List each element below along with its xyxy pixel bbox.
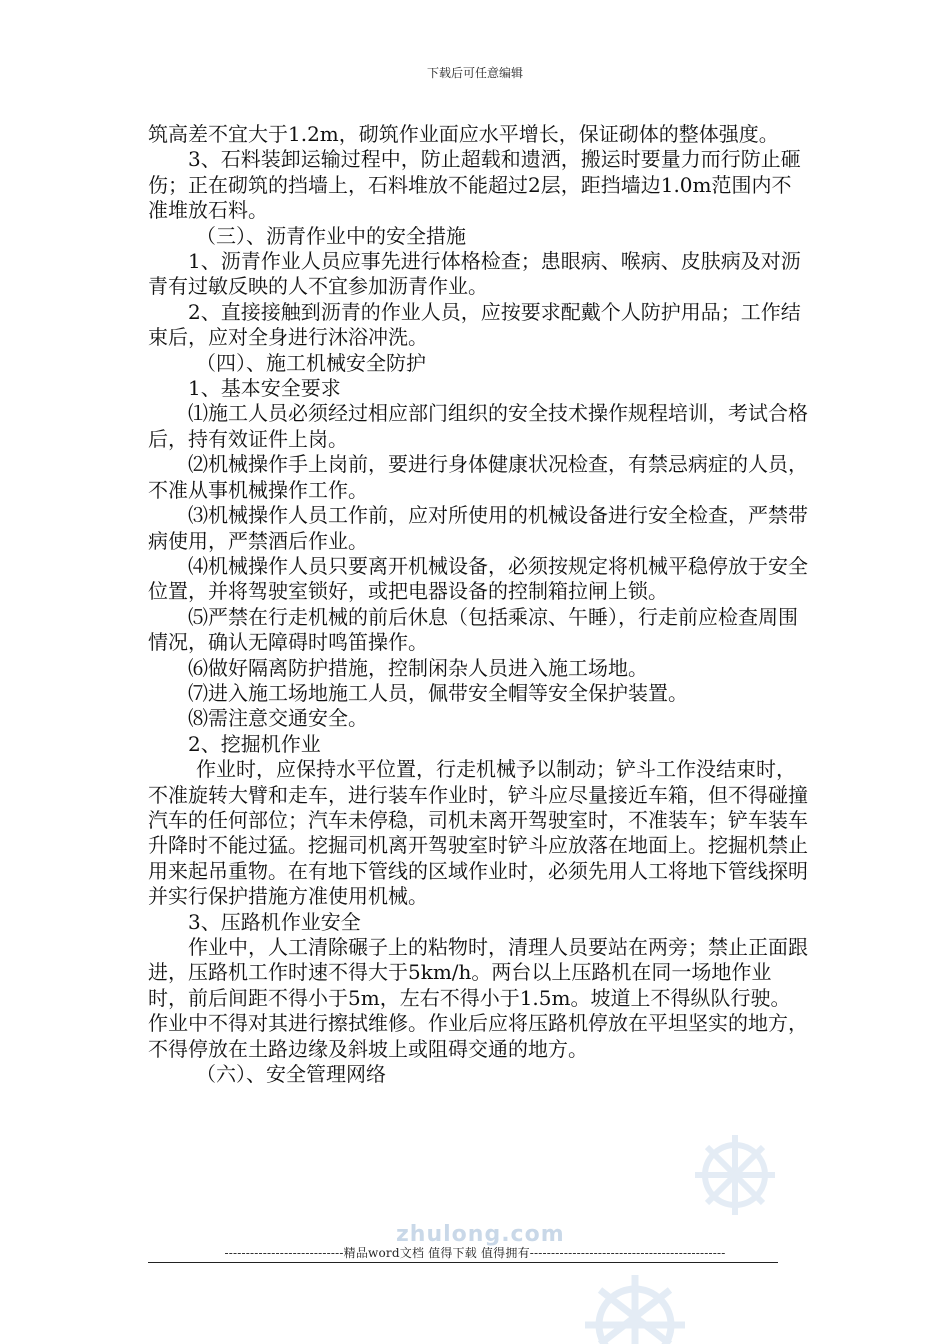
page-footer: ----------------------------精品word文档 值得下载 值得拥有---------------------------------------------- — [224, 1246, 726, 1260]
page-header: 下载后可任意编辑 — [426, 66, 523, 80]
paragraph: 1、沥青作业人员应事先进行体格检查；患眼病、喉病、皮肤病及对沥青有过敏反映的人不宜参加沥青作业。 — [148, 249, 801, 299]
paragraph: ⑸严禁在行走机械的前后休息（包括乘凉、午睡），行走前应检查周围情况，确认无障碍时鸣笛操作。 — [148, 604, 798, 655]
paragraph: 2、挖掘机作业 — [188, 731, 321, 756]
watermark-text: zhulong.com — [396, 1222, 565, 1247]
paragraph: 2、直接接触到沥青的作业人员，应按要求配戴个人防护用品；工作结束后，应对全身进行沐浴冲洗。 — [148, 299, 801, 350]
paragraph: ⑷机械操作人员只要离开机械设备，必须按规定将机械平稳停放于安全位置，并将驾驶室锁好，或把电器设备的控制箱拉闸上锁。 — [148, 553, 808, 604]
paragraph: ⑴施工人员必须经过相应部门组织的安全技术操作规程培训，考试合格后，持有效证件上岗。 — [148, 401, 808, 451]
paragraph: 3、石料装卸运输过程中，防止超载和遗洒，搬运时要量力而行防止砸伤；正在砌筑的挡墙上，石料堆放不能超过2层，距挡墙边1.0m范围内不准堆放石料。 — [148, 147, 801, 223]
paragraph: 作业时，应保持水平位置，行走机械予以制动；铲斗工作没结束时，不准旋转大臂和走车，进行装车作业时，铲斗应尽量接近车箱，但不得碰撞汽车的任何部位；汽车未停稳，司机未离开驾驶室时，不准装车；铲车装车升降时不能过猛。挖掘司机离开驾驶室时铲斗应放落在地面上。挖掘机禁止用来起吊重物。在有地下管线的区域作业时，必须先用人工将地下管线探明并实行保护措施方准使用机械。 — [148, 757, 808, 909]
watermark-emblem-icon — [690, 1130, 780, 1220]
paragraph: （六）、安全管理网络 — [196, 1062, 386, 1087]
paragraph: ⑶机械操作人员工作前，应对所使用的机械设备进行安全检查，严禁带病使用，严禁酒后作业。 — [148, 503, 808, 553]
paragraph: 1、基本安全要求 — [188, 376, 341, 401]
footer-divider — [148, 1262, 778, 1263]
watermark-emblem-icon — [580, 1270, 690, 1344]
paragraph: ⑵机械操作手上岗前，要进行身体健康状况检查，有禁忌病症的人员，不准从事机械操作工作。 — [148, 452, 808, 502]
paragraph: （三）、沥青作业中的安全措施 — [196, 223, 466, 248]
paragraph: ⑻需注意交通安全。 — [188, 706, 368, 731]
document-body — [148, 122, 808, 1087]
paragraph: ⑹做好隔离防护措施，控制闲杂人员进入施工场地。 — [188, 655, 648, 680]
paragraph: 筑高差不宜大于1.2m，砌筑作业面应水平增长，保证砌体的整体强度。 — [148, 122, 779, 146]
paragraph: 作业中，人工清除碾子上的粘物时，清理人员要站在两旁；禁止正面跟进，压路机工作时速不得大于5km/h。两台以上压路机在同一场地作业时，前后间距不得小于5m，左右不得小于1.5m。坡道上不得纵队行驶。作业中不得对其进行擦拭维修。作业后应将压路机停放在平坦坚实的地方，不得停放在土路边缘及斜坡上或阻碍交通的地方。 — [148, 935, 808, 1061]
paragraph: （四）、施工机械安全防护 — [196, 350, 426, 375]
paragraph: 3、压路机作业安全 — [188, 909, 361, 934]
paragraph: ⑺进入施工场地施工人员，佩带安全帽等安全保护装置。 — [188, 680, 688, 705]
